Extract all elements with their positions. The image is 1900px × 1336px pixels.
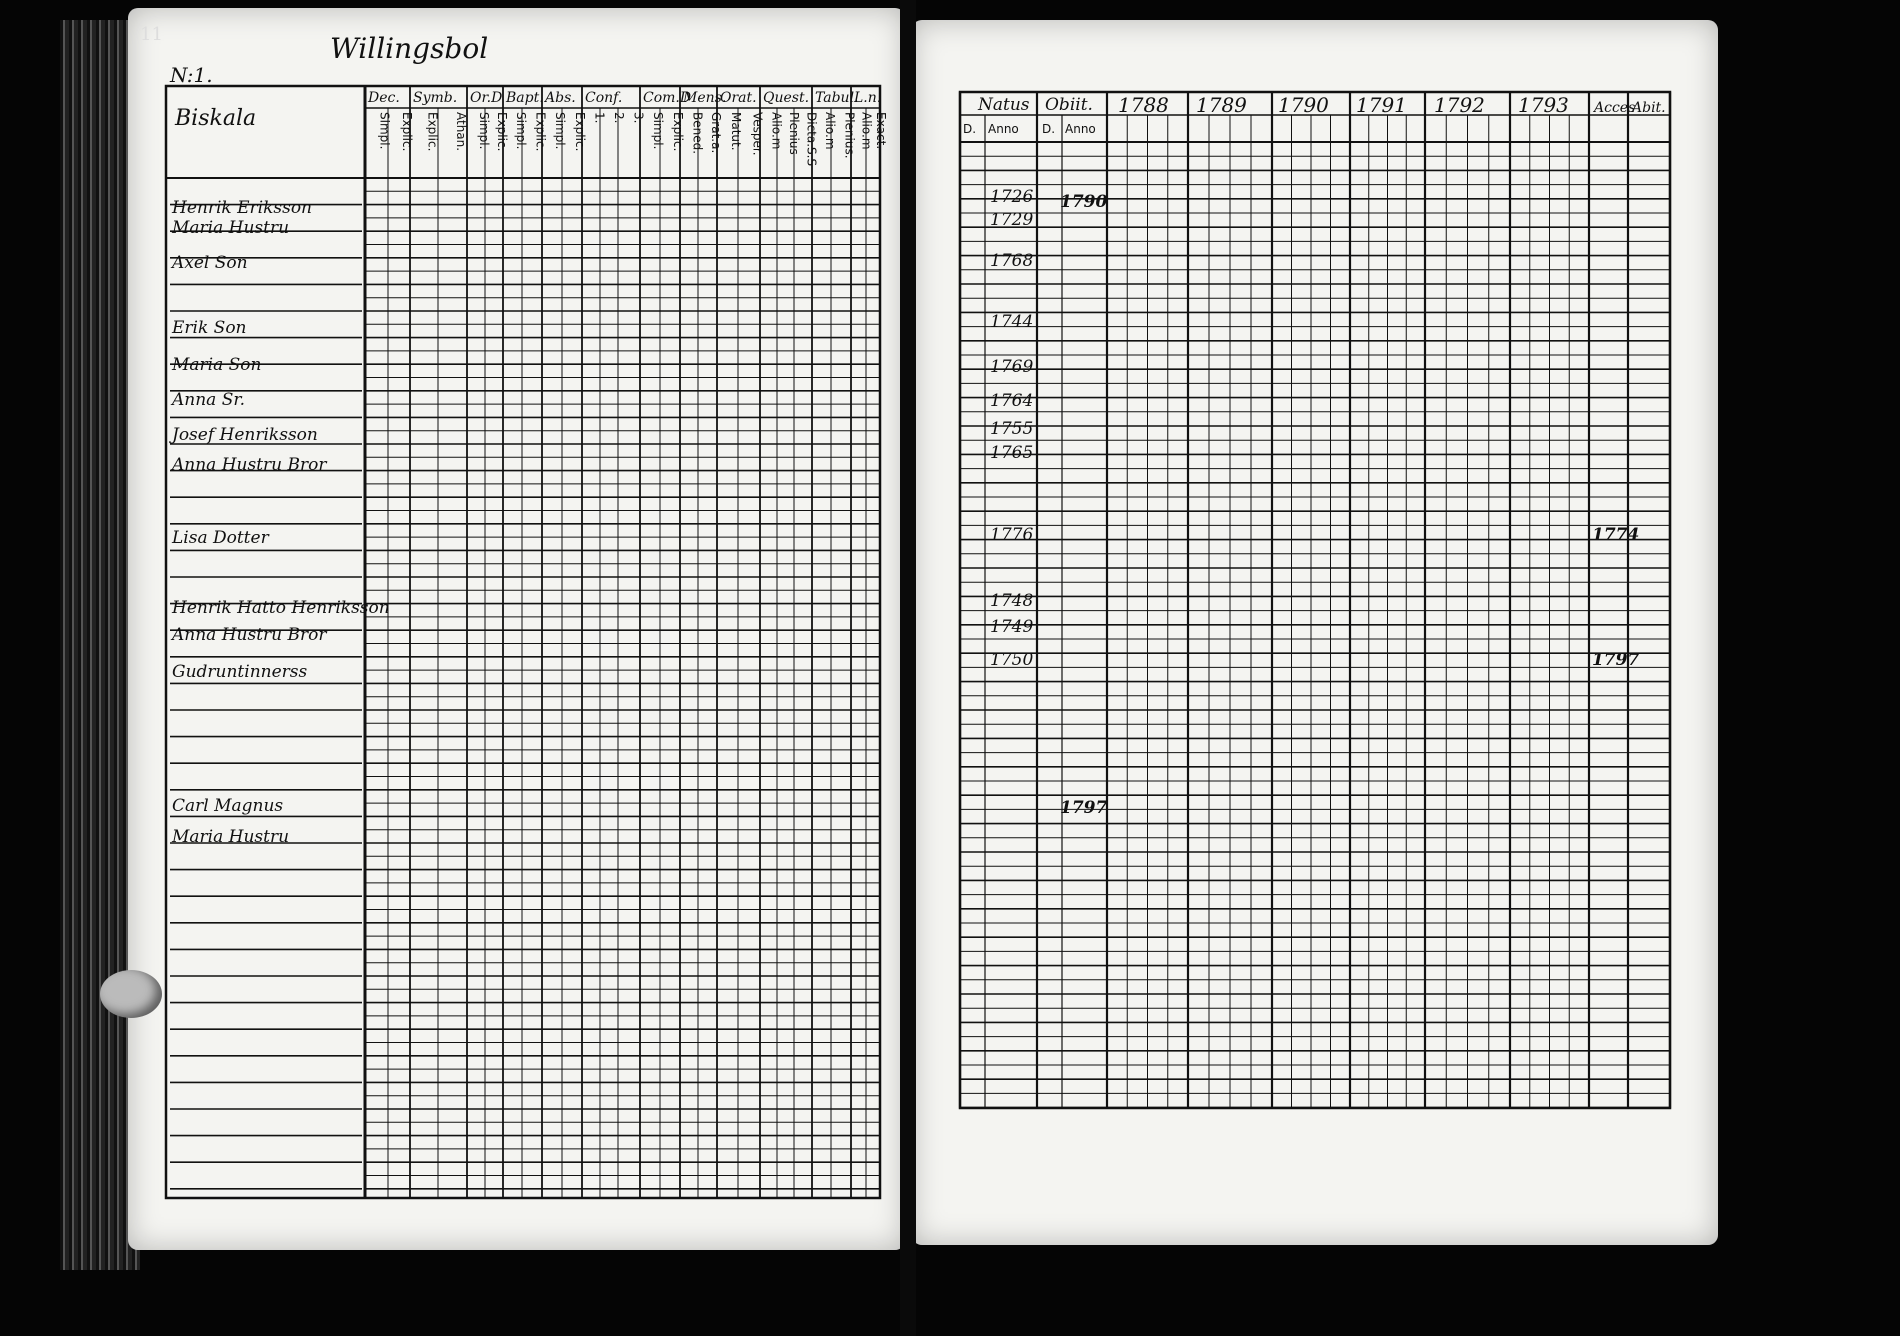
column-subheader: Grat.a.: [708, 112, 723, 154]
column-subheader: Bened.: [690, 112, 705, 155]
column-subheader: 2.: [612, 112, 626, 124]
column-subheader: Athan.: [453, 112, 468, 152]
year-header-1793: 1793: [1518, 93, 1569, 117]
column-header-11: L.n.: [854, 90, 882, 106]
year-header-1791: 1791: [1356, 93, 1407, 117]
left-names-list: [169, 198, 390, 847]
column-subheader: Explic.: [671, 112, 685, 152]
column-header-1: Symb.: [413, 90, 458, 106]
birth-year: 1749: [990, 617, 1034, 637]
natus-d-sub: D.: [963, 122, 977, 136]
column-subheader: Simpl.: [651, 112, 665, 150]
column-header-5: Conf.: [585, 90, 623, 106]
person-name: Henrik Hatto Henriksson: [172, 598, 390, 618]
column-header-9: Quest.: [763, 90, 810, 106]
birth-year: 1765: [990, 443, 1034, 463]
column-subheader: Dicta.S.S: [804, 112, 819, 167]
person-name: Erik Son: [172, 318, 247, 338]
left-column-headers: [367, 90, 888, 166]
year-header-1790: 1790: [1278, 93, 1329, 117]
column-header-0: Dec.: [368, 90, 400, 106]
right-table-border: [960, 92, 1670, 1108]
column-subheader: Simpl.: [513, 112, 528, 150]
person-name: Gudruntinnerss: [172, 662, 308, 682]
birth-year: 1750: [990, 650, 1034, 670]
year-header-1788: 1788: [1118, 93, 1169, 117]
column-subheader: Simpl.: [553, 112, 567, 150]
column-header-4: Abs.: [545, 90, 576, 106]
column-subheader: 3.: [631, 112, 646, 124]
person-name: Maria Hustru: [172, 218, 290, 238]
column-subheader: Explic.: [425, 112, 440, 152]
column-subheader: Explic.: [495, 112, 509, 152]
column-subheader: Simpl.: [477, 112, 491, 150]
person-name: Maria Son: [172, 355, 262, 375]
natus-anno-sub: Anno: [988, 122, 1019, 136]
column-subheader: Explic.: [573, 112, 587, 152]
year-header-1789: 1789: [1196, 93, 1247, 117]
person-name: Lisa Dotter: [172, 528, 269, 548]
column-subheader: 1.: [592, 112, 607, 124]
birth-year: 1769: [990, 357, 1034, 377]
birth-year: 1729: [990, 210, 1034, 230]
birth-year: 1744: [990, 312, 1034, 332]
accession-year: 1774: [1592, 525, 1640, 545]
column-subheader: Simpl.: [377, 112, 392, 150]
year-headers: [1118, 93, 1569, 117]
obiit-anno-sub: Anno: [1065, 122, 1096, 136]
birth-year: 1755: [990, 419, 1034, 439]
obiit-header: Obiit.: [1045, 95, 1093, 115]
person-name: Henrik Eriksson: [172, 198, 313, 218]
left-first-column-header: Biskala: [175, 106, 257, 131]
parish-title: Willingsbol: [330, 32, 489, 65]
right-ledger-table: [960, 92, 1670, 1108]
right-entries: [990, 187, 1639, 818]
accession-year: 1797: [1592, 650, 1640, 670]
page-corner-number: 11: [140, 24, 163, 45]
column-subheader: Matut.: [728, 112, 743, 151]
natus-header: Natus: [978, 95, 1030, 115]
column-header-3: Bapt.: [506, 90, 544, 106]
column-header-10: Tabul.: [815, 90, 859, 106]
birth-year: 1748: [990, 591, 1034, 611]
column-subheader: Explic.: [399, 112, 414, 152]
person-name: Axel Son: [172, 253, 248, 273]
birth-year: 1764: [990, 391, 1034, 411]
person-name: Anna Hustru Bror: [172, 455, 327, 475]
person-name: Maria Hustru: [172, 827, 290, 847]
birth-year: 1726: [990, 187, 1034, 207]
column-subheader: Alio.m: [859, 112, 874, 150]
abit-header: Abit.: [1632, 100, 1666, 116]
column-subheader: Alio.m: [769, 112, 784, 150]
column-subheader: Exact.: [873, 112, 888, 150]
person-name: Josef Henriksson: [172, 425, 318, 445]
birth-year: 1776: [990, 525, 1034, 545]
person-name: Anna Hustru Bror: [172, 625, 327, 645]
acces-header: Acces: [1594, 100, 1636, 116]
column-subheader: Vesper.: [750, 112, 765, 156]
column-header-2: Or.D: [470, 90, 503, 106]
death-year: 1797: [1060, 798, 1108, 818]
death-year: 1790: [1060, 192, 1108, 212]
year-header-1792: 1792: [1434, 93, 1485, 117]
page-number-label: N:1.: [170, 63, 213, 87]
person-name: Anna Sr.: [172, 390, 246, 410]
column-header-6: Com.D: [643, 90, 692, 106]
column-subheader: Explic.: [533, 112, 548, 152]
column-header-8: Orat.: [720, 90, 757, 106]
column-subheader: Alio.m: [822, 112, 837, 150]
birth-year: 1768: [990, 251, 1034, 271]
column-subheader: Plenius.: [842, 112, 857, 159]
column-header-7: Mens.: [683, 90, 727, 106]
person-name: Carl Magnus: [172, 796, 284, 816]
obiit-d-sub: D.: [1042, 122, 1056, 136]
column-subheader: Plenius: [787, 112, 801, 155]
